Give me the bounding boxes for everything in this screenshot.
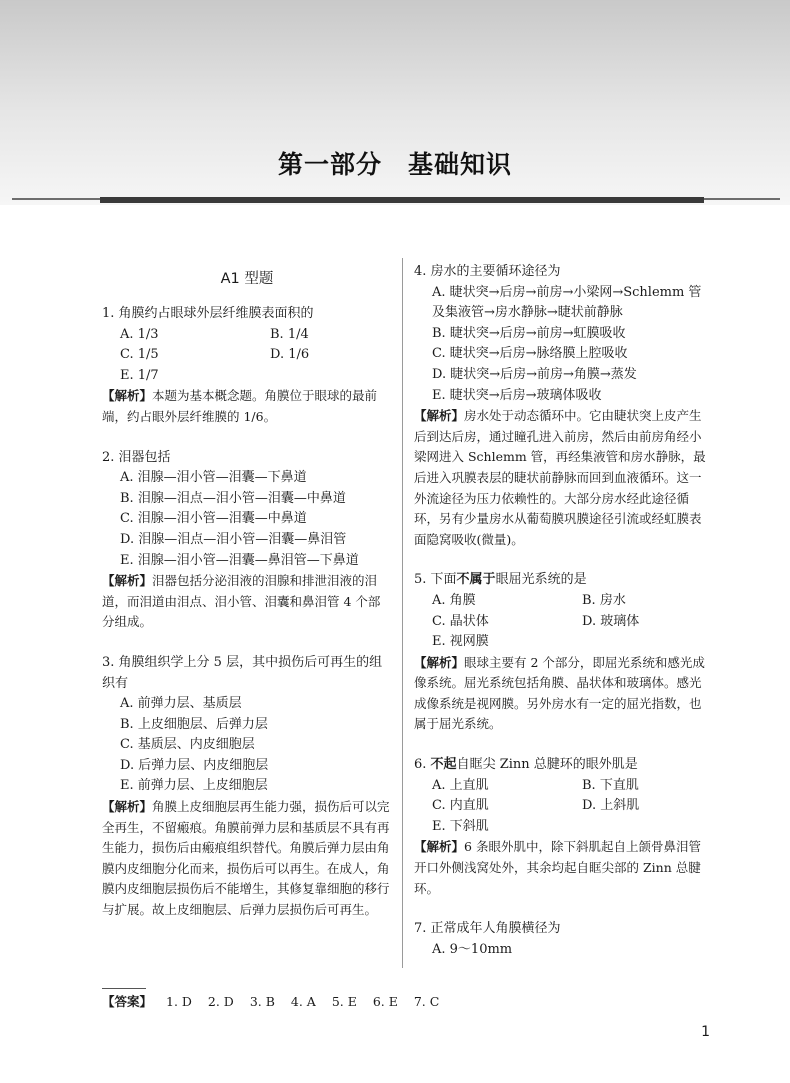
footnote-rule — [102, 988, 146, 989]
option-e: E. 1/7 — [120, 367, 159, 383]
question-stem — [414, 570, 706, 591]
option-c: C. 晶状体 — [432, 613, 489, 629]
option-a: A. 睫状突→后房→前房→小梁网→Schlemm 管及集液管→房水静脉→睫状前静脉 — [432, 284, 702, 321]
option-c: C. 泪腺—泪小管—泪囊—中鼻道 — [120, 511, 307, 527]
question-7 — [414, 919, 706, 960]
explanation — [414, 406, 706, 550]
page-number: 1 — [701, 1024, 710, 1040]
question-6 — [414, 755, 706, 899]
option-e: E. 下斜肌 — [432, 818, 489, 834]
explanation-text: 角膜上皮细胞层再生能力强，损伤后可以完全再生，不留瘢痕。角膜前弹力层和基质层不具有再生能力，损伤后由瘢痕组织替代。角膜后弹力层由角膜内皮细胞分化而来，损伤后可以再生。在成人，角膜内皮细胞层损伤后不能增生，其修复靠细胞的移行与扩展。故上皮细胞层、后弹力层损伤后可再生。 — [102, 799, 390, 918]
option-d: D. 1/6 — [270, 347, 310, 363]
stem-text: 5. 下面 — [414, 572, 457, 588]
answer-item: 5. E — [331, 994, 357, 1009]
left-column — [102, 265, 392, 921]
option-c: C. 内直肌 — [432, 798, 489, 814]
option-grid — [414, 591, 706, 653]
option-b: B. 下直肌 — [582, 777, 639, 793]
explanation-label: 【解析】 — [414, 654, 465, 670]
option-b: B. 1/4 — [270, 326, 309, 342]
explanation-label: 【解析】 — [414, 408, 465, 424]
option-b: B. 泪腺—泪点—泪小管—泪囊—中鼻道 — [120, 490, 346, 506]
question-stem — [414, 755, 706, 776]
option-e: E. 视网膜 — [432, 634, 489, 650]
option-list — [414, 283, 706, 407]
section-title: A1 型题 — [220, 271, 274, 287]
option-d: D. 后弹力层、内皮细胞层 — [120, 757, 269, 773]
explanation-text: 本题为基本概念题。角膜位于眼球的最前端，约占眼外层纤维膜的 1/6。 — [102, 388, 378, 424]
option-c: C. 基质层、内皮细胞层 — [120, 737, 255, 753]
option-a: A. 9～10mm — [432, 941, 513, 957]
option-list — [102, 468, 392, 571]
answer-item: 7. C — [413, 994, 440, 1009]
question-1 — [102, 304, 392, 428]
question-2 — [102, 448, 392, 633]
option-b: B. 房水 — [582, 592, 626, 608]
stem-emphasis: 不起 — [430, 757, 457, 773]
stem-text: 自眶尖 Zinn 总腱环的眼外肌是 — [456, 757, 638, 773]
option-grid — [414, 776, 706, 838]
question-stem: 1. 角膜约占眼球外层纤维膜表面积的 — [102, 306, 314, 321]
option-a: A. 泪腺—泪小管—泪囊—下鼻道 — [120, 470, 307, 486]
explanation-text: 房水处于动态循环中。它由睫状突上皮产生后到达后房，通过瞳孔进入前房，然后由前房角经小梁网进入 Schlemm 管，再经集液管和房水静脉，最后进入巩膜表层的睫状前静脉而回到血液循环。这一外流途径为压力依赖性的。大部分房水经此途径循环，另有少量房水从葡萄膜巩膜途径引流或经虹膜表面隐窝吸收(微量)。 — [414, 408, 706, 547]
stem-emphasis: 不属于 — [456, 572, 496, 588]
option-d: D. 泪腺—泪点—泪小管—泪囊—鼻泪管 — [120, 531, 347, 547]
option-a: A. 角膜 — [432, 592, 476, 608]
option-e: E. 睫状突→后房→玻璃体吸收 — [432, 387, 602, 403]
option-d: D. 睫状突→后房→前房→角膜→蒸发 — [432, 366, 637, 382]
option-d: D. 上斜肌 — [582, 798, 640, 814]
answer-item: 3. B — [249, 994, 275, 1009]
question-5 — [414, 570, 706, 735]
option-e: E. 前弹力层、上皮细胞层 — [120, 778, 268, 794]
right-column — [414, 262, 706, 960]
option-b: B. 睫状突→后房→前房→虹膜吸收 — [432, 325, 626, 341]
question-stem: 7. 正常成年人角膜横径为 — [414, 921, 561, 937]
option-b: B. 上皮细胞层、后弹力层 — [120, 716, 268, 732]
stem-text: 眼屈光系统的是 — [495, 572, 587, 588]
explanation — [102, 797, 392, 921]
option-c: C. 1/5 — [120, 347, 159, 363]
option-list — [414, 940, 706, 961]
question-4 — [414, 262, 706, 550]
explanation-text: 6 条眼外肌中，除下斜肌起自上颌骨鼻泪管开口外侧浅窝处外，其余均起自眶尖部的 Zinn 总腱环。 — [414, 839, 701, 896]
answer-item: 1. D — [166, 994, 192, 1009]
option-a: A. 1/3 — [120, 326, 159, 342]
option-grid — [102, 325, 392, 387]
explanation — [414, 653, 706, 735]
question-stem: 4. 房水的主要循环途径为 — [414, 264, 561, 279]
answer-item: 2. D — [207, 994, 234, 1009]
question-stem: 2. 泪器包括 — [102, 449, 171, 465]
header-rule-thick — [100, 197, 704, 203]
explanation-text: 泪器包括分泌泪液的泪腺和排泄泪液的泪道，而泪道由泪点、泪小管、泪囊和鼻泪管 4 个部分组成。 — [102, 573, 381, 630]
option-d: D. 玻璃体 — [582, 613, 640, 629]
question-stem: 3. 角膜组织学上分 5 层，其中损伤后可再生的组织有 — [102, 654, 383, 691]
part-title: 第一部分 基础知识 — [277, 150, 512, 179]
explanation — [414, 837, 706, 899]
answer-key-label: 【答案】 — [102, 994, 153, 1009]
explanation-label: 【解析】 — [102, 388, 153, 404]
answer-item: 6. E — [372, 994, 398, 1009]
explanation-label: 【解析】 — [414, 839, 465, 855]
option-e: E. 泪腺—泪小管—泪囊—鼻泪管—下鼻道 — [120, 552, 359, 568]
option-a: A. 上直肌 — [432, 777, 489, 793]
answer-key — [102, 993, 451, 1011]
explanation-label: 【解析】 — [102, 573, 153, 589]
explanation — [102, 571, 392, 633]
explanation-label: 【解析】 — [102, 799, 153, 815]
explanation — [102, 386, 392, 427]
option-a: A. 前弹力层、基质层 — [120, 696, 242, 712]
stem-text: 6. — [414, 757, 431, 773]
explanation-text: 眼球主要有 2 个部分，即屈光系统和感光成像系统。屈光系统包括角膜、晶状体和玻璃体。感光成像系统是视网膜。另外房水有一定的屈光指数，也属于屈光系统。 — [414, 654, 705, 732]
question-3 — [102, 653, 392, 921]
option-c: C. 睫状突→后房→脉络膜上腔吸收 — [432, 346, 628, 362]
option-list — [102, 694, 392, 797]
answer-item: 4. A — [290, 994, 316, 1009]
